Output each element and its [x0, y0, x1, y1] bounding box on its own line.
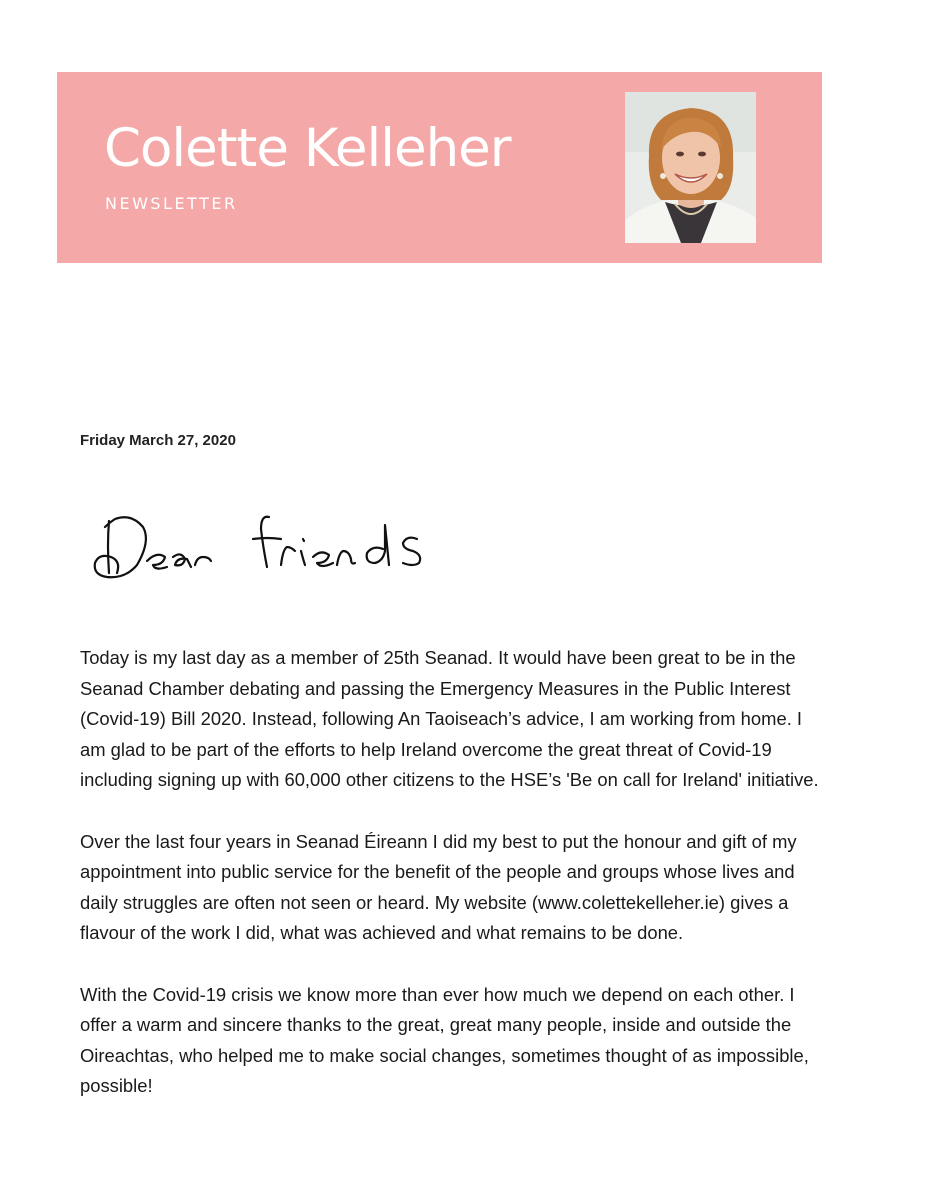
- letter-paragraph-2: Over the last four years in Seanad Éireann I did my best to put the honour and gift of my appointment into public service for the benefit of the people and groups whose lives and daily struggles are often not seen or heard. My website (www.colettekelleher.ie) gives a flavour of the work I did, what was achieved and what remains to be done.: [80, 830, 797, 944]
- letter-paragraph-3: With the Covid-19 crisis we know more than ever how much we depend on each other. I offer a warm and sincere thanks to the great, great many people, inside and outside the Oireachtas, who helped me to make social changes, sometimes thought of as impossible, possible!: [80, 983, 809, 1097]
- salutation-handwriting: [85, 505, 465, 590]
- portrait-illustration: [625, 92, 756, 243]
- newsletter-label: NEWSLETTER: [105, 194, 238, 213]
- letter-date: Friday March 27, 2020: [80, 432, 236, 449]
- letter-body: [80, 643, 830, 1133]
- handwritten-salutation: [85, 505, 465, 590]
- newsletter-author-name: Colette Kelleher: [104, 118, 511, 179]
- letter-paragraph-1: Today is my last day as a member of 25th Seanad. It would have been great to be in the Seanad Chamber debating and passing the Emergency Measures in the Public Interest (Covid-19) Bill 2020. Instead, following An Taoiseach’s advice, I am working from home. I am glad to be part of the efforts to help Ireland overcome the great threat of Covid-19 including signing up with 60,000 other citizens to the HSE’s 'Be on call for Ireland' initiative.: [80, 647, 819, 791]
- newsletter-header-banner: [57, 72, 822, 263]
- portrait-photo: [625, 92, 756, 243]
